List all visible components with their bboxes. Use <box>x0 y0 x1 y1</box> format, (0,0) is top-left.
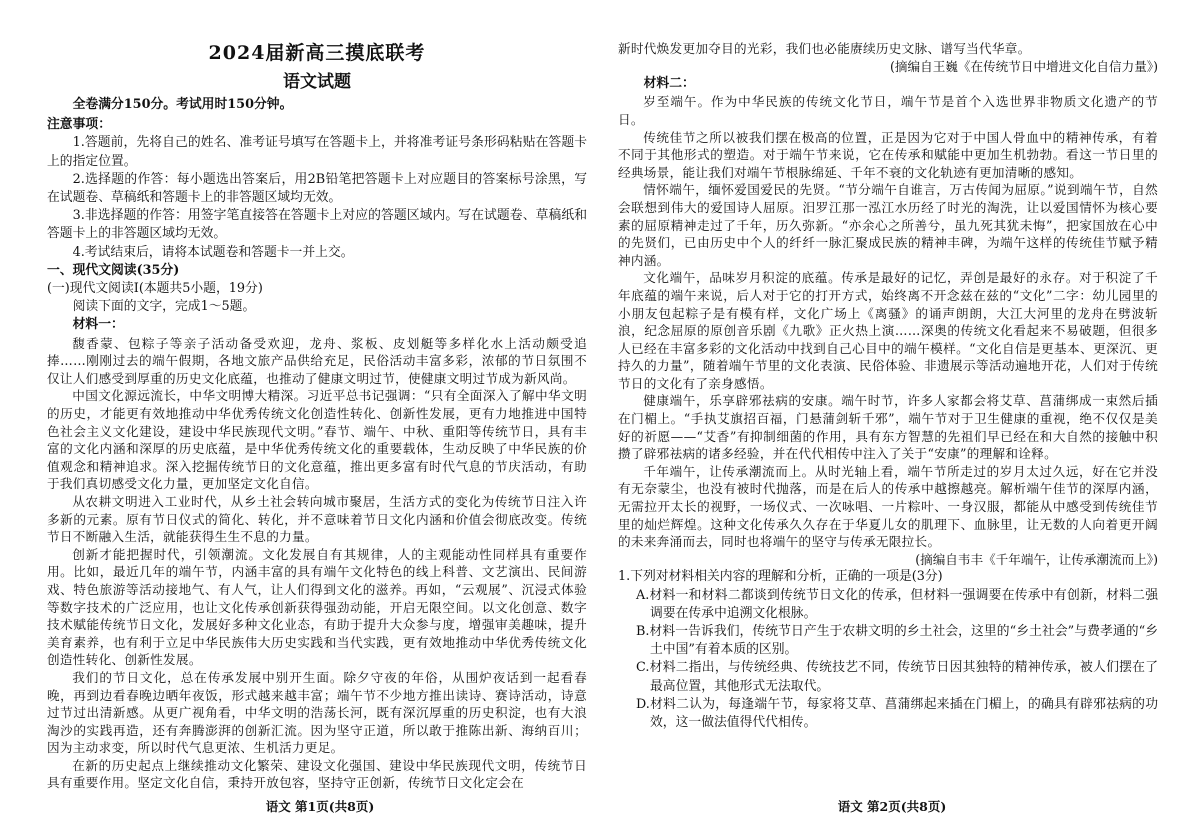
notes-heading: 注意事项： <box>47 117 111 133</box>
material-2-paragraph: 情怀端午，缅怀爱国爱民的先贤。“节分端午自谁言，万古传闻为屈原。”说到端午节，自然会联想到伟大的爱国诗人屈原。汨罗江那一泓江水历经了时光的淘洗，让以爱国情怀为核心要素的屈原精神走过了千年，历久弥新。“亦余心之所善兮，虽九死其犹未悔”，把家国放在心中的先贤们，已由历史中个人的纤纤一脉汇聚成民族的精神丰碑，为端午这样的传统佳节赋予精神内涵。 <box>618 182 1158 268</box>
option-d: D.材料二认为，每逢端午节，每家将艾草、菖蒲绑起来插在门楣上，的确具有辟邪祛病的功效，这一做法值得代代相传。 <box>636 696 1158 731</box>
material-2-paragraph: 千年端午，让传承潮流而上。从时光轴上看，端午节所走过的岁月太过久远，好在它并没有无奈蒙尘，也没有被时代抛落，而是在后人的传承中越擦越亮。解析端午佳节的深厚内涵，无需拉开太长的视野，一场仪式、一次咏唱、一片粽叶、一身汉服，都能从中感受到传统佳节里的灿烂辉煌。这种文化传承久久存在于华夏儿女的肌理下、血脉里，让无数的人向着更开阔的未来奔涌而去，同时也将端午的坚守与传承无限拉长。 <box>618 463 1158 550</box>
material-2-paragraph: 文化端午，品味岁月积淀的底蕴。传承是最好的记忆，弄创是最好的永存。对于积淀了千年底蕴的端午来说，后人对于它的打开方式，始终离不开念兹在兹的“文化”二字：幼儿园里的小朋友包起粽子是有模有样，文化广场上《离骚》的诵声朗朗，大江大河里的龙舟在劈波斩浪，纪念屈原的原创音乐剧《九歌》正火热上演……深奥的传统文化看起来不易破题，但很多人已经在丰富多彩的文化活动中找到自己心目中的端午模样。“文化自信是更基本、更深沉、更持久的力量”，随着端午节里的文化表演、民俗体验、非遗展示等活动遍地开花，人们对于传统节日的文化有了亲身感悟。 <box>618 270 1158 391</box>
note-item: 2.选择题的作答：每小题选出答案后，用2B铅笔把答题卡上对应题目的答案标号涂黑，写在试题卷、草稿纸和答题卡上的非答题区域均无效。 <box>47 171 587 206</box>
exam-title: 2024届新高三摸底联考 <box>208 42 426 64</box>
material-1-paragraph: 馥香蒙、包粽子等亲子活动备受欢迎，龙舟、浆板、皮划艇等多样化水上活动颇受追捧……刚刚过去的端午假期，各地文旅产品供给充足，民俗活动丰富多彩，浓郁的节日氛围不仅让人们感受到厚重的历史文化底蕴，也推动了健康文明过节，使健康文明过节成为新风尚。 <box>47 335 587 386</box>
material-1-paragraph: 我们的节日文化，总在传承发展中别开生面。除夕守夜的年俗，从围炉夜话到一起看春晚，再到边看春晚边晒年夜饭，形式越来越丰富；端午节不少地方推出读诗、赛诗活动，诗意过节过出清新感。从更广视角看，中华文明的浩荡长河，既有深沉厚重的历史积淀，也有大浪淘沙的实践再造，还有奔腾澎湃的创新汇流。因为坚守正道，所以敢于推陈出新、海纳百川；因为主动求变，所以时代气息更浓、生机活力更足。 <box>47 669 587 756</box>
material-2-paragraph: 传统佳节之所以被我们摆在极高的位置，正是因为它对于中国人骨血中的精神传承，有着不同于其他形式的塑造。对于端午节来说，它在传承和赋能中更加生机勃勃。看这一节日里的经典场景，能让我们对端午节根脉绵延、千年不衰的文化轨迹有更加清晰的感知。 <box>618 129 1158 180</box>
material-1-continuation: 新时代焕发更加夺目的光彩，我们也必能赓续历史文脉、谱写当代华章。 <box>618 41 1031 56</box>
material-2-source: (摘编自韦丰《千年端午，让传承潮流而上》) <box>915 551 1158 567</box>
note-item: 3.非选择题的作答：用签字笔直接答在答题卡上对应的答题区域内。写在试题卷、草稿纸和答题卡上的非答题区域均无效。 <box>47 208 587 242</box>
question-1-stem: 1.下列对材料相关内容的理解和分析，正确的一项是(3分) <box>618 569 943 585</box>
option-a: A.材料一和材料二都谈到传统节日文化的传承，但材料一强调要在传承中有创新，材料二强调要在传承中追溯文化根脉。 <box>636 587 1158 621</box>
material-1-paragraph: 创新才能把握时代，引领潮流。文化发展自有其规律，人的主观能动性同样具有重要作用。比如，最近几年的端午节，内涵丰富的具有端午文化特色的线上科普、文艺演出、民间游戏、特色旅游等活动接地气、有人气，让人们得到文化的滋养。再如，“云观展”、沉浸式体验等数字技术的广泛应用，也让文化传承创新获得强劲动能，开启无限空间。以文化创意、数字技术赋能传统节日文化，发展好多种文化业态，有助于提升大众参与度，增强审美趣味，提升美育素养，也有利于立足中华民族伟大历史实践和当代实践，更有效地推动中华优秀传统文化创造性转化、创新性发展。 <box>47 546 587 668</box>
material-1-paragraph: 从农耕文明进入工业时代，从乡土社会转向城市聚居，生活方式的变化为传统节日注入许多新的元素。原有节日仪式的简化、转化，并不意味着节日文化内涵和价值会彻底改变。传统节日不断融入生活，就能获得生生不息的力量。 <box>47 493 587 545</box>
page-2 <box>618 0 1158 732</box>
material-1-label: 材料一： <box>72 317 124 333</box>
subsection-heading: (一)现代文阅读Ⅰ(本题共5小题，19分) <box>47 281 263 297</box>
note-item: 4.考试结束后，请将本试题卷和答题卡一并上交。 <box>72 244 354 260</box>
option-c: C.材料二指出，与传统经典、传统技艺不同，传统节日因其独特的精神传承，被人们摆在了最高位置，其他形式无法取代。 <box>636 660 1158 694</box>
exam-subtitle: 语文试题 <box>283 72 351 92</box>
option-b: B.材料一告诉我们，传统节日产生于农耕文明的乡土社会，这里的“乡土社会”与费孝通的“乡土中国”有着本质的区别。 <box>636 624 1158 658</box>
page-1-footer: 语文 第1页(共8页) <box>265 799 375 814</box>
page-1 <box>47 0 587 792</box>
material-1-paragraph: 中国文化源远流长，中华文明博大精深。习近平总书记强调：“只有全面深入了解中华文明的历史，才能更有效地推动中华优秀传统文化创造性转化、创新性发展，更有力地推进中国特色社会主义文化建设，建设中华民族现代文明。”春节、端午、中秋、重阳等传统节日，具有丰富的文化内涵和深厚的历史底蕴，是中华优秀传统文化的重要载体，生动反映了中华民族的价值观念和精神追求。深入挖掘传统节日的文化意蕴，推出更多富有时代气息的节庆活动，有助于我们真切感受文化力量，更加坚定文化自信。 <box>47 388 587 492</box>
material-2-paragraph: 健康端午，乐享辟邪祛病的安康。端午时节，许多人家都会将艾草、菖蒲绑成一束然后插在门楣上。“手执艾旗招百福，门悬蒲剑斩千邪”，端午节对于卫生健康的重视，绝不仅仅是美好的祈愿——“艾香”有抑制细菌的作用，具有东方智慧的先祖们早已经在和大自然的接触中积攒了辟邪祛病的诸多经验，并在代代相传中注入了关于“安康”的理解和诠释。 <box>618 393 1158 462</box>
reading-instruction: 阅读下面的文字，完成1～5题。 <box>72 299 256 315</box>
material-1-source: (摘编自王巍《在传统节日中增进文化自信力量》) <box>890 58 1158 74</box>
section-heading: 一、现代文阅读(35分) <box>47 262 180 278</box>
score-time-line: 全卷满分150分。考试用时150分钟。 <box>72 97 293 112</box>
note-item: 1.答题前，先将自己的姓名、准考证号填写在答题卡上，并将准考证号条形码粘贴在答题卡上的指定位置。 <box>47 135 587 169</box>
material-1-paragraph: 在新的历史起点上继续推动文化繁荣、建设文化强国、建设中华民族现代文明，传统节日具有重要作用。坚定文化自信，秉持开放包容，坚持守正创新，传统节日文化定会在 <box>47 757 587 791</box>
page-2-footer: 语文 第2页(共8页) <box>837 799 947 814</box>
material-2-paragraph: 岁至端午。作为中华民族的传统文化节日，端午节是首个入选世界非物质文化遗产的节日。 <box>618 94 1158 127</box>
material-2-label: 材料二： <box>643 76 695 92</box>
